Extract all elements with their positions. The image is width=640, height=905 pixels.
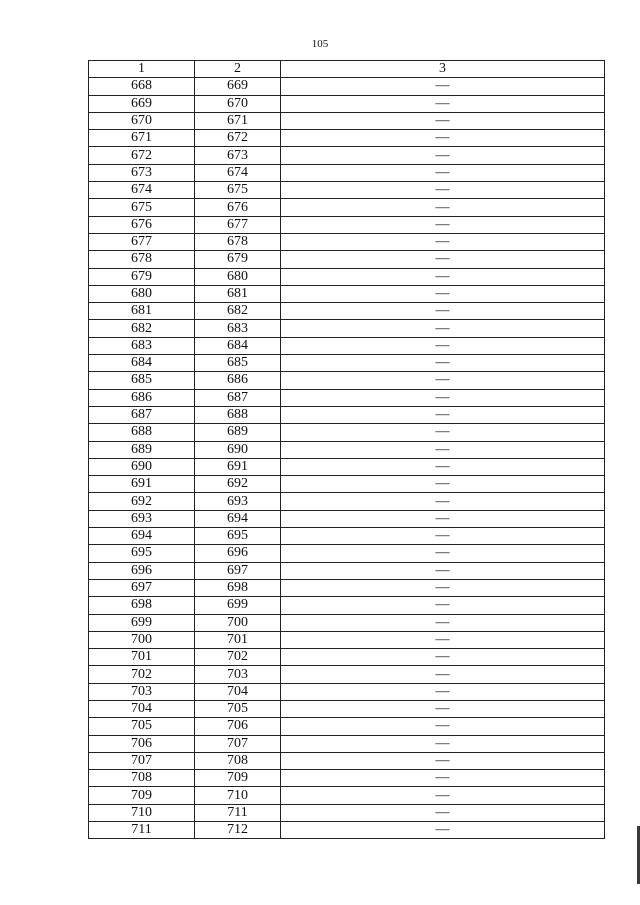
table-cell-col-1: 686 xyxy=(89,389,195,406)
table-cell-col-1: 700 xyxy=(89,631,195,648)
table-cell-col-2: 706 xyxy=(195,718,281,735)
table-cell-col-1: 704 xyxy=(89,700,195,717)
table-cell-col-3: — xyxy=(281,787,605,804)
table-cell-col-1: 705 xyxy=(89,718,195,735)
table-cell-col-2: 681 xyxy=(195,285,281,302)
table-cell-col-2: 679 xyxy=(195,251,281,268)
table-cell-col-1: 669 xyxy=(89,95,195,112)
table-cell-col-2: 669 xyxy=(195,78,281,95)
table-cell-col-2: 687 xyxy=(195,389,281,406)
table-row xyxy=(89,268,605,285)
table-cell-col-2: 711 xyxy=(195,804,281,821)
table-cell-col-3: — xyxy=(281,493,605,510)
table-row xyxy=(89,199,605,216)
table-cell-col-1: 710 xyxy=(89,804,195,821)
table-row xyxy=(89,303,605,320)
table-cell-col-3: — xyxy=(281,320,605,337)
table-cell-col-3: — xyxy=(281,545,605,562)
table-row xyxy=(89,355,605,372)
table-cell-col-3: — xyxy=(281,268,605,285)
table-cell-col-3: — xyxy=(281,528,605,545)
table-cell-col-3: — xyxy=(281,372,605,389)
table-cell-col-3: — xyxy=(281,389,605,406)
table-cell-col-2: 673 xyxy=(195,147,281,164)
table-cell-col-2: 671 xyxy=(195,112,281,129)
table-cell-col-2: 674 xyxy=(195,164,281,181)
table-row xyxy=(89,337,605,354)
table-row xyxy=(89,130,605,147)
table-cell-col-2: 690 xyxy=(195,441,281,458)
table-cell-col-3: — xyxy=(281,683,605,700)
table-cell-col-2: 670 xyxy=(195,95,281,112)
table-cell-col-1: 708 xyxy=(89,770,195,787)
table-row xyxy=(89,528,605,545)
table-cell-col-1: 690 xyxy=(89,458,195,475)
table-cell-col-2: 675 xyxy=(195,182,281,199)
table-row xyxy=(89,493,605,510)
table-cell-col-2: 682 xyxy=(195,303,281,320)
table-cell-col-3: — xyxy=(281,147,605,164)
table-cell-col-1: 680 xyxy=(89,285,195,302)
table-cell-col-1: 677 xyxy=(89,233,195,250)
column-header-3: 3 xyxy=(281,61,605,78)
table-row xyxy=(89,666,605,683)
table-cell-col-1: 706 xyxy=(89,735,195,752)
table-row xyxy=(89,216,605,233)
table-cell-col-2: 712 xyxy=(195,822,281,839)
table-cell-col-3: — xyxy=(281,666,605,683)
table-cell-col-2: 692 xyxy=(195,476,281,493)
table-row xyxy=(89,718,605,735)
table-cell-col-1: 679 xyxy=(89,268,195,285)
table-cell-col-2: 685 xyxy=(195,355,281,372)
table-row xyxy=(89,164,605,181)
table-cell-col-2: 680 xyxy=(195,268,281,285)
table-row xyxy=(89,78,605,95)
table-row xyxy=(89,441,605,458)
table-cell-col-3: — xyxy=(281,822,605,839)
table-row xyxy=(89,182,605,199)
table-cell-col-2: 688 xyxy=(195,406,281,423)
table-row xyxy=(89,251,605,268)
table-cell-col-2: 702 xyxy=(195,649,281,666)
table-cell-col-2: 700 xyxy=(195,614,281,631)
table-cell-col-3: — xyxy=(281,718,605,735)
table-cell-col-1: 697 xyxy=(89,579,195,596)
table-cell-col-1: 676 xyxy=(89,216,195,233)
table-cell-col-3: — xyxy=(281,233,605,250)
table-cell-col-1: 684 xyxy=(89,355,195,372)
table-cell-col-1: 699 xyxy=(89,614,195,631)
table-cell-col-3: — xyxy=(281,614,605,631)
table-row xyxy=(89,804,605,821)
table-cell-col-3: — xyxy=(281,355,605,372)
table-header-row xyxy=(89,61,605,78)
table-cell-col-1: 692 xyxy=(89,493,195,510)
table-cell-col-3: — xyxy=(281,285,605,302)
table-cell-col-2: 704 xyxy=(195,683,281,700)
table-cell-col-3: — xyxy=(281,735,605,752)
table-cell-col-1: 701 xyxy=(89,649,195,666)
table-cell-col-2: 703 xyxy=(195,666,281,683)
table-cell-col-3: — xyxy=(281,510,605,527)
table-cell-col-3: — xyxy=(281,303,605,320)
table-cell-col-2: 684 xyxy=(195,337,281,354)
table-cell-col-3: — xyxy=(281,562,605,579)
table-cell-col-1: 682 xyxy=(89,320,195,337)
table-cell-col-3: — xyxy=(281,216,605,233)
table-cell-col-3: — xyxy=(281,476,605,493)
table-cell-col-3: — xyxy=(281,130,605,147)
table-row xyxy=(89,476,605,493)
table-row xyxy=(89,822,605,839)
table-cell-col-3: — xyxy=(281,406,605,423)
table-cell-col-3: — xyxy=(281,424,605,441)
table-body xyxy=(89,78,605,839)
table-cell-col-3: — xyxy=(281,597,605,614)
table-row xyxy=(89,631,605,648)
table-cell-col-2: 689 xyxy=(195,424,281,441)
table-cell-col-2: 678 xyxy=(195,233,281,250)
table-cell-col-3: — xyxy=(281,631,605,648)
table-cell-col-3: — xyxy=(281,700,605,717)
table-cell-col-3: — xyxy=(281,649,605,666)
table-row xyxy=(89,112,605,129)
table-cell-col-2: 696 xyxy=(195,545,281,562)
table-cell-col-1: 683 xyxy=(89,337,195,354)
table-cell-col-2: 672 xyxy=(195,130,281,147)
table-cell-col-2: 683 xyxy=(195,320,281,337)
table-cell-col-1: 670 xyxy=(89,112,195,129)
table-cell-col-3: — xyxy=(281,458,605,475)
table-cell-col-1: 703 xyxy=(89,683,195,700)
table-cell-col-3: — xyxy=(281,441,605,458)
table-row xyxy=(89,787,605,804)
table-cell-col-2: 699 xyxy=(195,597,281,614)
table-cell-col-1: 681 xyxy=(89,303,195,320)
table-cell-col-2: 686 xyxy=(195,372,281,389)
table-row xyxy=(89,406,605,423)
table-cell-col-1: 688 xyxy=(89,424,195,441)
table-cell-col-2: 693 xyxy=(195,493,281,510)
table-cell-col-1: 687 xyxy=(89,406,195,423)
table-cell-col-1: 696 xyxy=(89,562,195,579)
table-row xyxy=(89,562,605,579)
table-row xyxy=(89,579,605,596)
table-row xyxy=(89,614,605,631)
table-cell-col-3: — xyxy=(281,337,605,354)
table-cell-col-3: — xyxy=(281,251,605,268)
table-cell-col-1: 691 xyxy=(89,476,195,493)
table-cell-col-1: 694 xyxy=(89,528,195,545)
table-cell-col-2: 691 xyxy=(195,458,281,475)
table-cell-col-2: 705 xyxy=(195,700,281,717)
table-cell-col-1: 689 xyxy=(89,441,195,458)
column-header-1: 1 xyxy=(89,61,195,78)
table-row xyxy=(89,95,605,112)
table-cell-col-3: — xyxy=(281,752,605,769)
table-cell-col-3: — xyxy=(281,804,605,821)
table-row xyxy=(89,424,605,441)
table-row xyxy=(89,683,605,700)
table-row xyxy=(89,372,605,389)
table-row xyxy=(89,389,605,406)
table-cell-col-1: 711 xyxy=(89,822,195,839)
table-cell-col-1: 673 xyxy=(89,164,195,181)
table-cell-col-2: 710 xyxy=(195,787,281,804)
table-row xyxy=(89,649,605,666)
table-cell-col-3: — xyxy=(281,112,605,129)
table-cell-col-1: 702 xyxy=(89,666,195,683)
table-cell-col-3: — xyxy=(281,164,605,181)
table-cell-col-1: 695 xyxy=(89,545,195,562)
table-cell-col-3: — xyxy=(281,199,605,216)
table-row xyxy=(89,597,605,614)
table-row xyxy=(89,752,605,769)
table-cell-col-2: 676 xyxy=(195,199,281,216)
table-cell-col-2: 709 xyxy=(195,770,281,787)
table-cell-col-2: 677 xyxy=(195,216,281,233)
table-cell-col-1: 709 xyxy=(89,787,195,804)
column-header-2: 2 xyxy=(195,61,281,78)
table-row xyxy=(89,770,605,787)
table-cell-col-2: 698 xyxy=(195,579,281,596)
table-cell-col-1: 685 xyxy=(89,372,195,389)
table-row xyxy=(89,147,605,164)
table-cell-col-3: — xyxy=(281,182,605,199)
table-cell-col-2: 697 xyxy=(195,562,281,579)
table-cell-col-1: 707 xyxy=(89,752,195,769)
table-row xyxy=(89,233,605,250)
page-number: 105 xyxy=(311,38,329,50)
table-cell-col-1: 693 xyxy=(89,510,195,527)
table-cell-col-2: 695 xyxy=(195,528,281,545)
table-cell-col-1: 698 xyxy=(89,597,195,614)
table-cell-col-3: — xyxy=(281,770,605,787)
table-cell-col-1: 672 xyxy=(89,147,195,164)
table-row xyxy=(89,320,605,337)
table-row xyxy=(89,700,605,717)
table-row xyxy=(89,545,605,562)
table-cell-col-2: 708 xyxy=(195,752,281,769)
table-cell-col-2: 707 xyxy=(195,735,281,752)
table-row xyxy=(89,458,605,475)
table-cell-col-1: 671 xyxy=(89,130,195,147)
table-cell-col-2: 694 xyxy=(195,510,281,527)
table-cell-col-1: 674 xyxy=(89,182,195,199)
table-row xyxy=(89,735,605,752)
table-cell-col-3: — xyxy=(281,95,605,112)
table-cell-col-2: 701 xyxy=(195,631,281,648)
table-cell-col-3: — xyxy=(281,78,605,95)
data-table xyxy=(88,60,605,839)
table-cell-col-1: 668 xyxy=(89,78,195,95)
table-cell-col-3: — xyxy=(281,579,605,596)
table-cell-col-1: 678 xyxy=(89,251,195,268)
table-row xyxy=(89,285,605,302)
table-cell-col-1: 675 xyxy=(89,199,195,216)
table-row xyxy=(89,510,605,527)
